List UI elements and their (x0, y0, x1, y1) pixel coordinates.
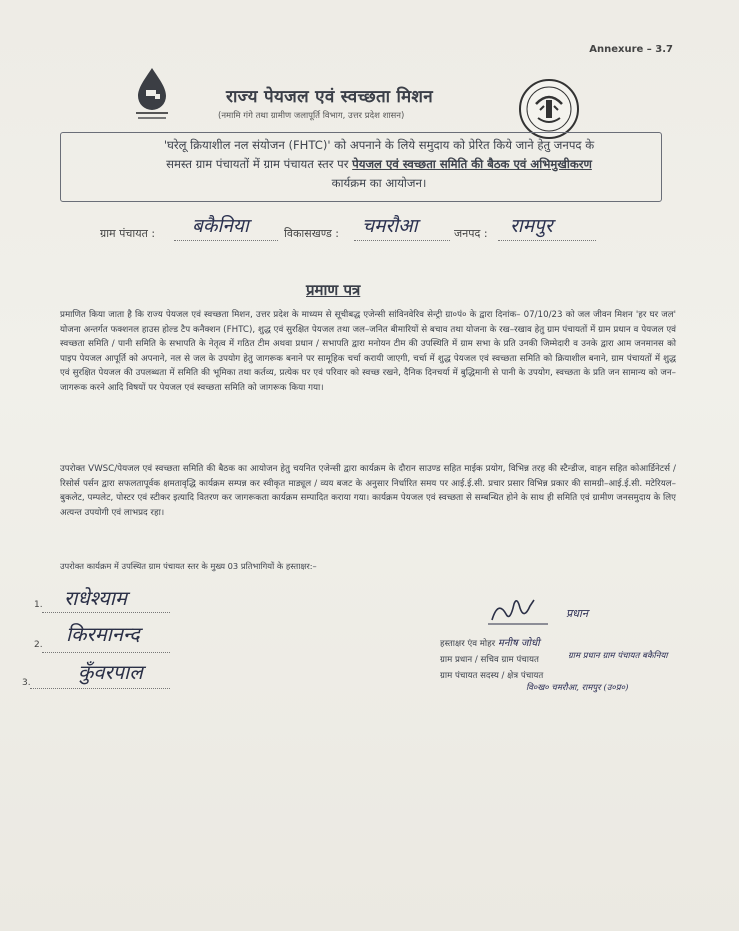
certificate-title: प्रमाण पत्र (306, 281, 361, 299)
participant-signature: कुँवरपाल (78, 660, 143, 684)
notice-line-1: 'घरेलू क्रियाशील नल संयोजन (FHTC)' को अपनाने के लिये समुदाय को प्रेरित किये जाने हेतु जनपद के (163, 138, 595, 152)
sign-and-seal-label: हस्ताक्षर एंव मोहर (440, 639, 496, 649)
signatory-line-3: ग्राम पंचायत सदस्य / क्षेत्र पंचायत (440, 671, 544, 681)
stamp-name: मनीष जोधी (497, 638, 540, 649)
body-paragraph-1: प्रमाणित किया जाता है कि राज्य पेयजल एवं स्वच्छता मिशन, उत्तर प्रदेश के माध्यम से सूचीबद्ध एजेन्सी सांविनवेरिव सेन्ट्री ग्रा०पं० के द्वारा दिनांक– 07/10/23 को जल जीवन मिशन 'हर घर जल' योजना अन्तर्गत फक्शनल हाउस होल्ड टैप कनैक्शन (FHTC), शुद्ध एवं सुरक्षित पेयजल तथा जल–जनित बीमारियों से बचाव तथा योजना के रख–रखाव हेतु ग्राम पंचायतों में ग्राम प्रधान व पेयजल एवं स्वच्छता समिति / पानी समिति के सभापति के नेतृत्व में गठित टीम अथवा प्रधान / सभापति द्वारा मनोयन टीम की उपस्थिति में ग्राम सभा के प्रति उनकी जिम्मेदारी व उनके द्वारा आम जनमानस को पाइप पेयजल आपूर्ति को अपनाने, नल से जल के उपयोग हेतु जागरूक बनाने पर सामूहिक चर्चा करायी जाएगी, चर्चा में शुद्ध पेयजल एवं स्वच्छता समिति को क्रियाशील बनाने, ग्राम पंचायतों में शुद्ध एवं सुरक्षित पेयजल की उपलब्धता में समिति की भूमिका तथा कर्तव्य, प्रत्येक घर एवं परिवार को स्वच्छ रखने, दैनिक दिनचर्या में बुद्धिमानी से पानी के उपयोग, स्वच्छता के प्रति जन सामान्य को जन–जागरूक करने आदि विषयों पर पेयजल एवं स्वच्छता समिति को जागरूक किया गया। (60, 310, 676, 393)
signature-line (30, 688, 170, 689)
block-label: विकासखण्ड : (284, 227, 340, 240)
signatory-line-1 (440, 636, 543, 652)
stamp-line-1: ग्राम प्रधान ग्राम पंचायत बकैनिया (568, 651, 668, 661)
participant-number: 1. (34, 600, 43, 610)
location-fields (100, 212, 660, 246)
participant-number: 2. (34, 640, 43, 650)
participants-intro: उपरोक्त कार्यक्रम में उपस्थित ग्राम पंचायत स्तर के मुख्य 03 प्रतिभागियों के हस्ताक्षर:– (60, 561, 317, 571)
annexure-label: Annexure – 3.7 (589, 44, 673, 55)
notice-line-2 (92, 155, 666, 174)
pradhan-signature-icon (486, 596, 576, 628)
participant-signature: राधेश्याम (64, 586, 127, 610)
notice-line-2a: समस्त ग्राम पंचायतों में ग्राम पंचायत स्तर पर (166, 157, 353, 171)
block-value: चमरौआ (362, 215, 418, 237)
participant-number: 3. (22, 678, 31, 688)
up-government-emblem-icon (518, 78, 580, 140)
gram-panchayat-value: बकैनिया (192, 215, 249, 237)
signatory-line-2: ग्राम प्रधान / सचिव ग्राम पंचायत (440, 655, 539, 665)
district-label: जनपद : (454, 227, 488, 240)
notice-line-2b: पेयजल एवं स्वच्छता समिति की बैठक एवं अभिमुखीकरण (352, 157, 592, 171)
signature-line (42, 612, 170, 613)
dotted-line (174, 240, 278, 241)
district-value: रामपुर (510, 215, 553, 237)
org-subtitle: (नमामि गंगे तथा ग्रामीण जलापूर्ति विभाग, उत्तर प्रदेश शासन) (218, 111, 405, 121)
participant-signature: किरमानन्द (66, 622, 140, 646)
har-ghar-jal-logo-icon (130, 66, 174, 124)
notice-text (92, 136, 666, 193)
org-title: राज्य पेयजल एवं स्वच्छता मिशन (226, 87, 434, 107)
dotted-line (498, 240, 596, 241)
signature-line (42, 652, 170, 653)
dotted-line (354, 240, 450, 241)
stamp-line-2: वि०ख० चमरौआ, रामपुर (उ०प्र०) (526, 683, 629, 693)
body-paragraph-2: उपरोक्त VWSC/पेयजल एवं स्वच्छता समिति की बैठक का आयोजन हेतु चयनित एजेन्सी द्वारा कार्यक्रम के दौरान साउण्ड सहित माईक प्रयोग, विभिन्न तरह की स्टैन्डीज, वाहन सहित कोआर्डिनेटर्स / रिसोर्स पर्सन द्वारा सफलतापूर्वक क्षमतावृद्धि कार्यक्रम सम्पन्न कर स्वीकृत माड्यूल / व्यय बजट के अनुसार निर्धारित समय पर आई.ई.सी. प्रचार प्रसार विभिन्न प्रकार की सामग्री–आई.ई.सी. मटेरियल–बुकलेट, पम्पलेट, पोस्टर एवं स्टीकर इत्यादि वितरण कर जागरूकता कार्यक्रम सम्पादित कराया गया। कार्यक्रम पेयजल एवं स्वच्छता से सम्बन्धित होने के साथ ही समिति एवं ग्रामीण जनसमुदाय के लिए अत्यन्त उपयोगी एवं लाभप्रद रहा। (60, 464, 676, 518)
designation-handwritten: प्रधान (566, 607, 588, 620)
signatory-lines (440, 636, 543, 684)
gram-panchayat-label: ग्राम पंचायत : (100, 227, 156, 240)
notice-line-3: कार्यक्रम का आयोजन। (331, 176, 427, 190)
